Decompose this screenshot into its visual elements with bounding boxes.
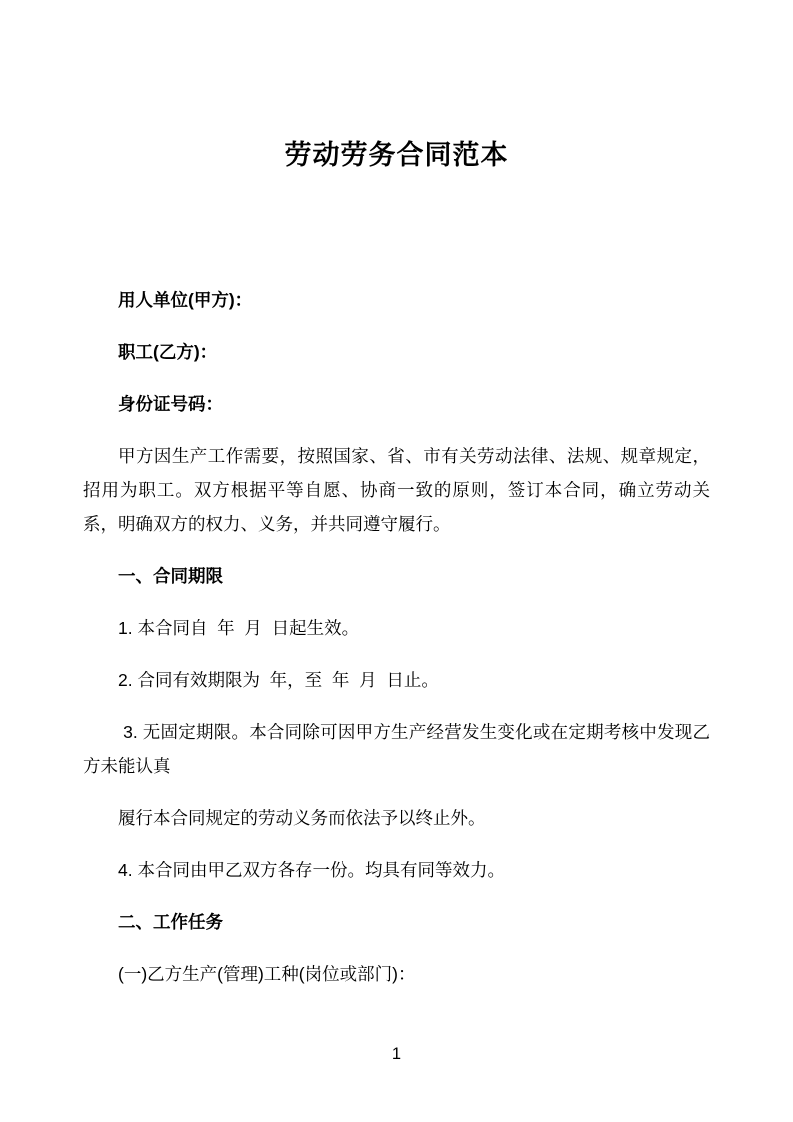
section-1-clause-2: 2. 合同有效期限为 年，至 年 月 日止。	[118, 670, 439, 690]
id-number-label: 身份证号码：	[118, 394, 223, 414]
intro-paragraph: 甲方因生产工作需要，按照国家、省、市有关劳动法律、法规、规章规定，招用为职工。双方根据平等自愿、协商一致的原则，签订本合同，确立劳动关系，明确双方的权力、义务，并共同遵守履行。	[83, 446, 710, 534]
section-2-heading: 二、工作任务	[118, 912, 223, 932]
section-1-clause-3-continued: 履行本合同规定的劳动义务而依法予以终止外。	[118, 808, 486, 828]
section-1-clause-1: 1. 本合同自 年 月 日起生效。	[118, 618, 360, 638]
section-1-clause-3: 3. 无固定期限。本合同除可因甲方生产经营发生变化或在定期考核中发现乙方未能认真	[83, 722, 710, 776]
section-1-heading: 一、合同期限	[118, 566, 223, 586]
employee-party-label: 职工(乙方)：	[118, 342, 218, 362]
section-1-clause-4: 4. 本合同由甲乙双方各存一份。均具有同等效力。	[118, 860, 505, 880]
employer-party-label: 用人单位(甲方)：	[118, 290, 253, 310]
section-2-clause-1: (一)乙方生产(管理)工种(岗位或部门)：	[118, 964, 416, 984]
document-title: 劳动劳务合同范本	[284, 140, 509, 170]
document-body	[83, 283, 710, 991]
page-number: 1	[391, 1045, 402, 1063]
